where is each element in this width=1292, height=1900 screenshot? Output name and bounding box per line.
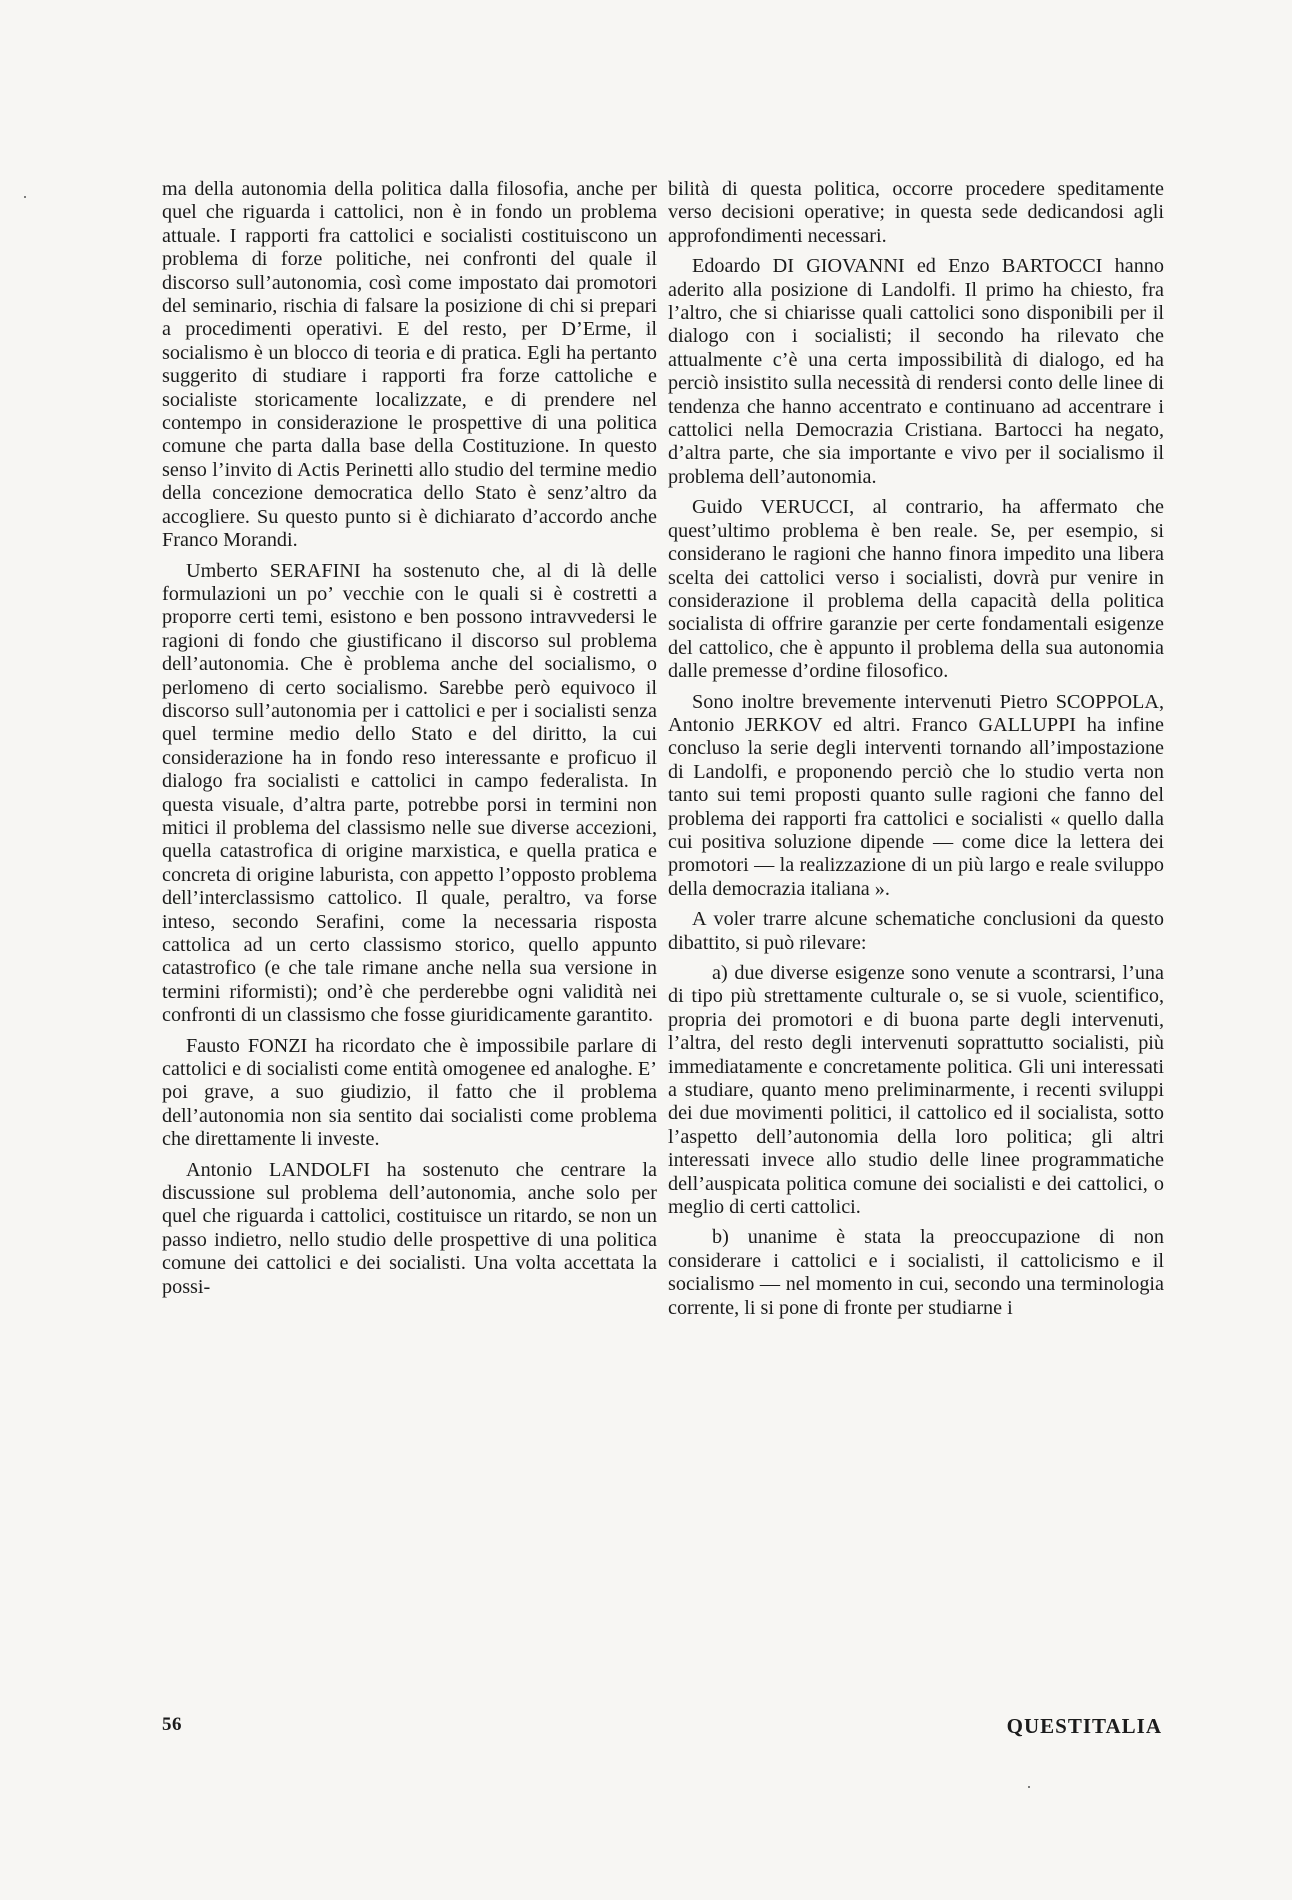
paragraph: Antonio LANDOLFI ha sostenuto che centrare la discussione sul problema dell’autonomia, anche solo per quel che riguarda i cattolici, costituisce un ritardo, se non un passo indietro, nello studio delle prospettive di una politica comune dei cattolici e dei socialisti. Una volta accettata la possi- [162,1158,657,1298]
scan-speck [1028,1786,1030,1788]
list-paragraph: b) unanime è stata la preoccupazione di non considerare i cattolici e i socialisti, il cattolicismo e il socialismo — nel momento in cui, secondo una terminologia corrente, li si pone di fronte per studiarne i [668,1226,1164,1319]
paragraph: ma della autonomia della politica dalla filosofia, anche per quel che riguarda i cattolici, non è in fondo un problema attuale. I rapporti fra cattolici e socialisti costituiscono un problema di forze politiche, nei confronti del quale il discorso sull’autonomia, così come impostato dai promotori del seminario, rischia di falsare la posizione di chi si prepari a procedimenti operativi. E del resto, per D’Erme, il socialismo è un blocco di teoria e di pratica. Egli ha pertanto suggerito di studiare i rapporti fra forze cattoliche e socialiste storicamente localizzate, e di prendere nel contempo in considerazione le prospettive di una politica comune che parta dalla base della Costituzione. In questo senso l’invito di Actis Perinetti allo studio del termine medio della concezione democratica dello Stato è senz’altro da accogliere. Su questo punto si è dichiarato d’accordo anche Franco Morandi. [162,178,657,552]
paragraph: Guido VERUCCI, al contrario, ha affermato che quest’ultimo problema è ben reale. Se, per esempio, si considerano le ragioni che hanno finora impedito una libera scelta dei cattolici verso i socialisti, dovrà pur venire in considerazione il problema della capacità della politica socialista di offrire garanzie per certe fondamentali esigenze del cattolico, che è appunto il problema della sua autonomia dalle premesse d’ordine filosofico. [668,496,1164,683]
paragraph: Fausto FONZI ha ricordato che è impossibile parlare di cattolici e di socialisti come entità omogenee ed analoghe. E’ poi grave, a suo giudizio, il fatto che il problema dell’autonomia non sia sentito dai socialisti come problema che direttamente li investe. [162,1034,657,1151]
paragraph: A voler trarre alcune schematiche conclusioni da questo dibattito, si può rilevare: [668,908,1164,954]
paragraph: Umberto SERAFINI ha sostenuto che, al di là delle formulazioni un po’ vecchie con le quali si è costretti a proporre certi temi, esistono e ben possono intravvedersi le ragioni di fondo che giustificano il discorso sul problema dell’autonomia. Che è problema anche del socialismo, o perlomeno di certo socialismo. Sarebbe però equivoco il discorso sull’autonomia per i cattolici e per i socialisti senza quel termine medio dello Stato e del diritto, la cui considerazione ha in fondo reso interessante e proficuo il dialogo fra socialisti e cattolici in campo federalista. In questa visuale, d’altra parte, potrebbe porsi in termini non mitici il problema del classismo nelle sue diverse accezioni, quella catastrofica di origine marxistica, e quella pratica e concreta di origine laburista, con appetto l’opposto problema dell’interclassismo cattolico. Il quale, peraltro, va forse inteso, secondo Serafini, come la necessaria risposta cattolica ad un certo classismo storico, quello appunto catastrofico (e che tale rimane anche nella sua versione in termini riformisti); ond’è che perderebbe ogni validità nei confronti di un classismo che fosse giuridicamente garantito. [162,559,657,1027]
scan-speck [24,196,26,198]
paragraph: Sono inoltre brevemente intervenuti Pietro SCOPPOLA, Antonio JERKOV ed altri. Franco GALLUPPI ha infine concluso la serie degli interventi tornando all’impostazione di Landolfi, e proponendo perciò che lo studio verta non tanto sui temi proposti quanto sulle ragioni che fanno del problema dei rapporti fra cattolici e socialisti « quello dalla cui positiva soluzione dipende — come dice la lettera dei promotori — la realizzazione di un più largo e reale sviluppo della democrazia italiana ». [668,690,1164,900]
paragraph: Edoardo DI GIOVANNI ed Enzo BARTOCCI hanno aderito alla posizione di Landolfi. Il primo ha chiesto, fra l’altro, che si chiarisse quali cattolici sono disponibili per il dialogo con i socialisti; il secondo ha rilevato che attualmente c’è una certa impossibilità di dialogo, ed ha perciò insistito sulla necessità di rendersi conto delle linee di tendenza che hanno accentrato e continuano ad accentrare i cattolici nella Democrazia Cristiana. Bartocci ha negato, d’altra parte, che sia importante e vivo per il socialismo il problema dell’autonomia. [668,255,1164,488]
running-title: QUESTITALIA [1006,1714,1162,1738]
list-paragraph: a) due diverse esigenze sono venute a scontrarsi, l’una di tipo più strettamente culturale o, se si vuole, scientifico, propria dei promotori e di buona parte degli intervenuti, l’altra, del resto degli intervenuti soprattutto socialisti, più immediatamente e concretamente politica. Gli uni interessati a studiare, quanto meno preliminarmente, i recenti sviluppi dei due movimenti politici, il cattolico ed il socialista, sotto l’aspetto dell’autonomia della loro politica; gli altri interessati invece allo studio delle linee programmatiche dell’auspicata politica comune dei socialisti e dei cattolici, o meglio di certi cattolici. [668,962,1164,1219]
right-column [668,178,1164,1327]
left-column [162,178,657,1306]
paragraph: bilità di questa politica, occorre procedere speditamente verso decisioni operative; in questa sede dedicandosi agli approfondimenti necessari. [668,178,1164,247]
page-number: 56 [162,1714,182,1735]
